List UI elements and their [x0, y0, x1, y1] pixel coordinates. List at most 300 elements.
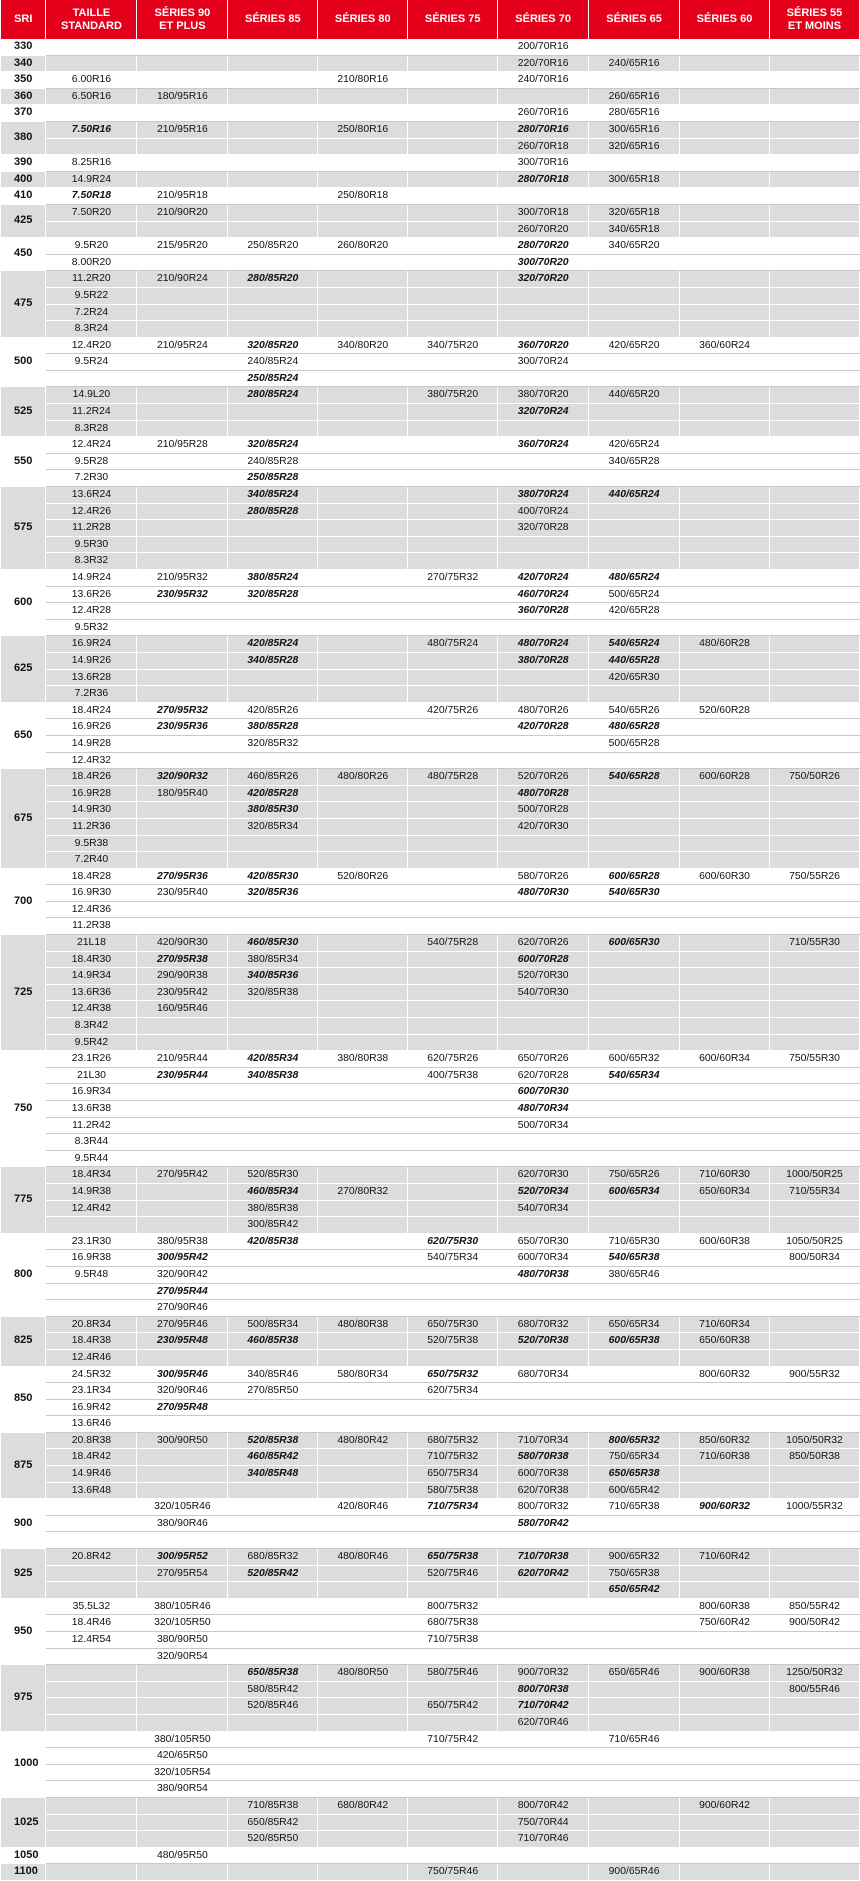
- size-cell: [680, 1698, 770, 1715]
- size-cell: [589, 802, 680, 819]
- table-row: [1, 121, 860, 138]
- size-cell: 710/60R34: [680, 1316, 770, 1333]
- size-cell: [318, 553, 408, 570]
- size-cell: 210/95R16: [137, 121, 228, 138]
- size-cell: [137, 354, 228, 371]
- size-cell: [408, 1018, 498, 1035]
- size-cell: [408, 238, 498, 255]
- size-cell: [680, 835, 770, 852]
- table-row: [1, 1781, 860, 1798]
- size-cell: [589, 818, 680, 835]
- size-cell: [680, 1847, 770, 1864]
- size-cell: [769, 1797, 859, 1814]
- table-row: [1, 1266, 860, 1283]
- size-cell: 480/60R28: [680, 636, 770, 653]
- size-cell: 14.9R24: [46, 171, 137, 188]
- size-cell: 480/75R24: [408, 636, 498, 653]
- size-cell: 580/70R38: [498, 1449, 589, 1466]
- size-cell: [680, 88, 770, 105]
- size-cell: [589, 686, 680, 703]
- size-cell: 13.6R48: [46, 1482, 137, 1499]
- sri-cell: 975: [1, 1665, 46, 1731]
- table-row: [1, 1515, 860, 1532]
- size-cell: 620/70R30: [498, 1167, 589, 1184]
- size-cell: 650/85R42: [228, 1814, 318, 1831]
- size-cell: 650/75R34: [408, 1466, 498, 1483]
- table-row: [1, 487, 860, 504]
- size-cell: 12.4R24: [46, 437, 137, 454]
- size-cell: 480/80R42: [318, 1432, 408, 1449]
- size-cell: [680, 138, 770, 155]
- size-cell: 710/60R38: [680, 1449, 770, 1466]
- size-cell: [680, 984, 770, 1001]
- size-cell: [769, 304, 859, 321]
- size-cell: [680, 238, 770, 255]
- size-cell: [589, 901, 680, 918]
- size-cell: 420/65R28: [589, 603, 680, 620]
- size-cell: [318, 1615, 408, 1632]
- size-cell: 650/65R42: [589, 1582, 680, 1599]
- size-cell: 710/70R42: [498, 1698, 589, 1715]
- table-row: [1, 1864, 860, 1881]
- size-cell: [228, 1714, 318, 1731]
- size-cell: 500/70R28: [498, 802, 589, 819]
- table-row: [1, 1366, 860, 1383]
- size-cell: [408, 553, 498, 570]
- size-cell: [318, 354, 408, 371]
- size-cell: [137, 1681, 228, 1698]
- size-cell: [589, 188, 680, 205]
- size-cell: 1050/50R32: [769, 1432, 859, 1449]
- size-cell: [769, 785, 859, 802]
- size-cell: 500/70R34: [498, 1117, 589, 1134]
- size-cell: [680, 204, 770, 221]
- size-cell: [137, 321, 228, 338]
- table-row: [1, 55, 860, 72]
- size-cell: [589, 1018, 680, 1035]
- size-cell: [46, 1648, 137, 1665]
- size-cell: 520/85R38: [228, 1432, 318, 1449]
- table-row: [1, 1814, 860, 1831]
- size-cell: [589, 1714, 680, 1731]
- size-cell: 270/95R42: [137, 1167, 228, 1184]
- size-cell: 18.4R34: [46, 1167, 137, 1184]
- size-cell: [769, 752, 859, 769]
- size-cell: [46, 1764, 137, 1781]
- size-cell: [318, 155, 408, 172]
- size-cell: 480/65R24: [589, 570, 680, 587]
- size-cell: 250/85R24: [228, 370, 318, 387]
- size-cell: [680, 1217, 770, 1234]
- size-cell: 380/90R46: [137, 1515, 228, 1532]
- size-cell: [680, 1714, 770, 1731]
- sri-cell: 925: [1, 1549, 46, 1599]
- size-cell: [408, 470, 498, 487]
- size-cell: [318, 1084, 408, 1101]
- size-cell: 710/70R46: [498, 1831, 589, 1848]
- size-cell: [318, 603, 408, 620]
- table-row: [1, 1134, 860, 1151]
- size-cell: [408, 287, 498, 304]
- size-cell: 1000/55R32: [769, 1499, 859, 1516]
- table-row: [1, 1681, 860, 1698]
- size-cell: [137, 835, 228, 852]
- size-cell: [318, 1233, 408, 1250]
- size-cell: [769, 1283, 859, 1300]
- size-cell: [318, 254, 408, 271]
- size-cell: 750/55R30: [769, 1051, 859, 1068]
- table-row: [1, 935, 860, 952]
- sri-cell: 725: [1, 935, 46, 1051]
- size-cell: [769, 984, 859, 1001]
- size-cell: 280/70R18: [498, 171, 589, 188]
- size-cell: [680, 1831, 770, 1848]
- size-cell: 220/70R16: [498, 55, 589, 72]
- size-cell: 250/85R28: [228, 470, 318, 487]
- size-cell: 520/85R30: [228, 1167, 318, 1184]
- size-cell: [318, 1582, 408, 1599]
- size-cell: 380/95R38: [137, 1233, 228, 1250]
- size-cell: [680, 1399, 770, 1416]
- size-cell: [769, 1466, 859, 1483]
- size-cell: [498, 1001, 589, 1018]
- sri-cell: 650: [1, 702, 46, 768]
- size-cell: 520/85R42: [228, 1565, 318, 1582]
- size-cell: [680, 852, 770, 869]
- size-cell: 750/55R26: [769, 868, 859, 885]
- size-cell: [228, 1001, 318, 1018]
- table-row: [1, 155, 860, 172]
- table-row: [1, 636, 860, 653]
- size-cell: 12.4R42: [46, 1200, 137, 1217]
- size-cell: [318, 1101, 408, 1118]
- size-cell: 270/95R38: [137, 951, 228, 968]
- size-cell: 600/65R30: [589, 935, 680, 952]
- size-cell: [408, 619, 498, 636]
- size-cell: [769, 818, 859, 835]
- size-cell: [228, 603, 318, 620]
- size-cell: 260/70R16: [498, 105, 589, 122]
- size-cell: [408, 354, 498, 371]
- size-cell: [137, 1797, 228, 1814]
- size-cell: 14.9R34: [46, 968, 137, 985]
- size-cell: [589, 918, 680, 935]
- size-cell: [680, 1001, 770, 1018]
- size-cell: 360/70R24: [498, 437, 589, 454]
- size-cell: [318, 669, 408, 686]
- size-cell: 210/95R44: [137, 1051, 228, 1068]
- table-row: [1, 520, 860, 537]
- size-cell: 480/70R24: [498, 636, 589, 653]
- size-cell: 600/70R30: [498, 1084, 589, 1101]
- size-cell: [408, 1117, 498, 1134]
- size-cell: [318, 918, 408, 935]
- sri-cell: 850: [1, 1366, 46, 1432]
- size-cell: 7.2R36: [46, 686, 137, 703]
- table-row: [1, 1333, 860, 1350]
- size-cell: 420/85R38: [228, 1233, 318, 1250]
- table-row: [1, 1117, 860, 1134]
- size-cell: 420/85R24: [228, 636, 318, 653]
- size-cell: 14.9R46: [46, 1466, 137, 1483]
- size-cell: 9.5R30: [46, 536, 137, 553]
- size-cell: [769, 1847, 859, 1864]
- table-row: [1, 1034, 860, 1051]
- sri-cell: 340: [1, 55, 46, 72]
- size-cell: [498, 1632, 589, 1649]
- size-cell: 710/75R32: [408, 1449, 498, 1466]
- size-cell: [589, 1532, 680, 1549]
- size-cell: 250/80R16: [318, 121, 408, 138]
- size-cell: 800/60R38: [680, 1598, 770, 1615]
- size-cell: 16.9R38: [46, 1250, 137, 1267]
- size-cell: [46, 1814, 137, 1831]
- sri-cell: 380: [1, 121, 46, 154]
- sri-cell: 775: [1, 1167, 46, 1233]
- size-cell: 11.2R28: [46, 520, 137, 537]
- size-cell: 440/65R24: [589, 487, 680, 504]
- size-cell: [589, 1598, 680, 1615]
- size-cell: [137, 155, 228, 172]
- size-cell: 750/65R34: [589, 1449, 680, 1466]
- size-cell: 320/85R28: [228, 586, 318, 603]
- size-cell: 800/70R42: [498, 1797, 589, 1814]
- size-cell: [408, 1416, 498, 1433]
- size-cell: [408, 818, 498, 835]
- size-cell: [498, 1781, 589, 1798]
- size-cell: [318, 1250, 408, 1267]
- size-cell: [408, 719, 498, 736]
- size-cell: 9.5R48: [46, 1266, 137, 1283]
- size-cell: [680, 1200, 770, 1217]
- sri-cell: 1100: [1, 1864, 46, 1881]
- size-cell: 1000/50R25: [769, 1167, 859, 1184]
- size-cell: 480/75R28: [408, 769, 498, 786]
- size-cell: [228, 1134, 318, 1151]
- size-cell: 480/80R50: [318, 1665, 408, 1682]
- size-cell: [408, 121, 498, 138]
- size-cell: [680, 1117, 770, 1134]
- size-cell: 12.4R36: [46, 901, 137, 918]
- size-cell: 9.5R20: [46, 238, 137, 255]
- size-cell: [137, 1449, 228, 1466]
- size-cell: 18.4R24: [46, 702, 137, 719]
- size-cell: [769, 951, 859, 968]
- table-row: [1, 1283, 860, 1300]
- sri-cell: 1050: [1, 1847, 46, 1864]
- size-cell: [137, 487, 228, 504]
- size-cell: [408, 520, 498, 537]
- size-cell: [318, 171, 408, 188]
- table-row: [1, 968, 860, 985]
- size-cell: [680, 287, 770, 304]
- size-cell: [318, 1067, 408, 1084]
- size-cell: [137, 1117, 228, 1134]
- size-cell: 270/80R32: [318, 1183, 408, 1200]
- size-cell: [408, 1001, 498, 1018]
- size-cell: [680, 453, 770, 470]
- size-cell: [680, 1731, 770, 1748]
- size-cell: [318, 1416, 408, 1433]
- size-cell: 480/95R50: [137, 1847, 228, 1864]
- size-cell: 600/65R42: [589, 1482, 680, 1499]
- size-cell: 680/80R42: [318, 1797, 408, 1814]
- size-cell: [318, 138, 408, 155]
- size-cell: [137, 1416, 228, 1433]
- size-cell: [769, 968, 859, 985]
- table-row: [1, 271, 860, 288]
- size-cell: [46, 1864, 137, 1881]
- size-cell: [137, 1134, 228, 1151]
- size-cell: 380/85R38: [228, 1200, 318, 1217]
- size-cell: [769, 271, 859, 288]
- size-cell: [318, 752, 408, 769]
- size-cell: [318, 1300, 408, 1317]
- size-cell: 12.4R46: [46, 1349, 137, 1366]
- table-row: [1, 1001, 860, 1018]
- size-cell: [408, 105, 498, 122]
- size-cell: [318, 55, 408, 72]
- size-cell: [228, 1648, 318, 1665]
- size-cell: 340/65R20: [589, 238, 680, 255]
- size-cell: [589, 155, 680, 172]
- size-cell: [589, 1366, 680, 1383]
- size-cell: 250/80R18: [318, 188, 408, 205]
- sri-cell: 400: [1, 171, 46, 188]
- size-cell: [680, 536, 770, 553]
- size-cell: 520/85R46: [228, 1698, 318, 1715]
- table-row: [1, 1449, 860, 1466]
- size-cell: [680, 1283, 770, 1300]
- size-cell: 900/60R32: [680, 1499, 770, 1516]
- table-row: [1, 1167, 860, 1184]
- table-row: [1, 1150, 860, 1167]
- table-row: [1, 1300, 860, 1317]
- table-row: [1, 171, 860, 188]
- size-cell: [498, 287, 589, 304]
- size-cell: 270/95R46: [137, 1316, 228, 1333]
- size-cell: [137, 138, 228, 155]
- size-cell: [228, 254, 318, 271]
- size-cell: [137, 1864, 228, 1881]
- table-row: [1, 1731, 860, 1748]
- size-cell: 280/85R24: [228, 387, 318, 404]
- size-cell: 710/55R30: [769, 935, 859, 952]
- size-cell: 750/65R38: [589, 1565, 680, 1582]
- size-cell: [589, 785, 680, 802]
- table-row: [1, 1416, 860, 1433]
- size-cell: [408, 951, 498, 968]
- size-cell: [680, 188, 770, 205]
- size-cell: [769, 852, 859, 869]
- size-cell: [408, 885, 498, 902]
- size-cell: [680, 1266, 770, 1283]
- size-cell: 7.50R16: [46, 121, 137, 138]
- table-row: [1, 1432, 860, 1449]
- size-cell: [46, 1714, 137, 1731]
- size-cell: [318, 735, 408, 752]
- table-row: [1, 221, 860, 238]
- table-row: [1, 1018, 860, 1035]
- size-cell: 520/85R50: [228, 1831, 318, 1848]
- size-cell: [228, 1532, 318, 1549]
- size-cell: [318, 1648, 408, 1665]
- size-cell: [46, 1781, 137, 1798]
- size-cell: [498, 1532, 589, 1549]
- size-cell: [680, 1814, 770, 1831]
- size-cell: 13.6R28: [46, 669, 137, 686]
- table-row: [1, 1250, 860, 1267]
- size-cell: [46, 1748, 137, 1765]
- size-cell: [408, 1266, 498, 1283]
- size-cell: [318, 1349, 408, 1366]
- size-cell: 230/95R40: [137, 885, 228, 902]
- size-cell: 14.9R38: [46, 1183, 137, 1200]
- size-cell: [589, 1648, 680, 1665]
- size-cell: [318, 271, 408, 288]
- size-cell: 18.4R26: [46, 769, 137, 786]
- size-cell: 230/95R42: [137, 984, 228, 1001]
- size-cell: 320/65R16: [589, 138, 680, 155]
- size-cell: [137, 1482, 228, 1499]
- size-cell: [318, 1399, 408, 1416]
- size-cell: 20.8R34: [46, 1316, 137, 1333]
- size-cell: 650/65R38: [589, 1466, 680, 1483]
- header-series-55-et-moins: SÉRIES 55 ET MOINS: [769, 0, 859, 39]
- size-cell: [769, 1632, 859, 1649]
- size-cell: 320/90R46: [137, 1383, 228, 1400]
- size-cell: 230/95R44: [137, 1067, 228, 1084]
- table-row: [1, 536, 860, 553]
- size-cell: [228, 619, 318, 636]
- size-cell: 9.5R22: [46, 287, 137, 304]
- size-cell: 300/70R24: [498, 354, 589, 371]
- size-cell: [228, 1615, 318, 1632]
- size-cell: [498, 370, 589, 387]
- size-cell: 20.8R38: [46, 1432, 137, 1449]
- size-cell: [228, 1781, 318, 1798]
- size-cell: 340/80R20: [318, 337, 408, 354]
- size-cell: [318, 1001, 408, 1018]
- size-cell: [769, 1333, 859, 1350]
- size-cell: 380/105R46: [137, 1598, 228, 1615]
- size-cell: [680, 1515, 770, 1532]
- size-cell: 320/90R42: [137, 1266, 228, 1283]
- table-row: [1, 619, 860, 636]
- size-cell: [318, 702, 408, 719]
- size-cell: [137, 818, 228, 835]
- size-cell: 600/60R38: [680, 1233, 770, 1250]
- size-cell: [589, 271, 680, 288]
- size-cell: 300/70R18: [498, 204, 589, 221]
- size-cell: 240/70R16: [498, 72, 589, 89]
- size-cell: 600/60R28: [680, 769, 770, 786]
- size-cell: 340/85R36: [228, 968, 318, 985]
- size-cell: 540/75R28: [408, 935, 498, 952]
- size-cell: [318, 1731, 408, 1748]
- header-row: [1, 0, 860, 39]
- size-cell: [137, 370, 228, 387]
- size-cell: [769, 1648, 859, 1665]
- size-cell: 18.4R28: [46, 868, 137, 885]
- size-cell: [408, 968, 498, 985]
- size-cell: 340/65R28: [589, 453, 680, 470]
- size-cell: [137, 636, 228, 653]
- size-cell: [408, 188, 498, 205]
- header-series-60: SÉRIES 60: [680, 0, 770, 39]
- size-cell: [589, 619, 680, 636]
- size-cell: 11.2R24: [46, 404, 137, 421]
